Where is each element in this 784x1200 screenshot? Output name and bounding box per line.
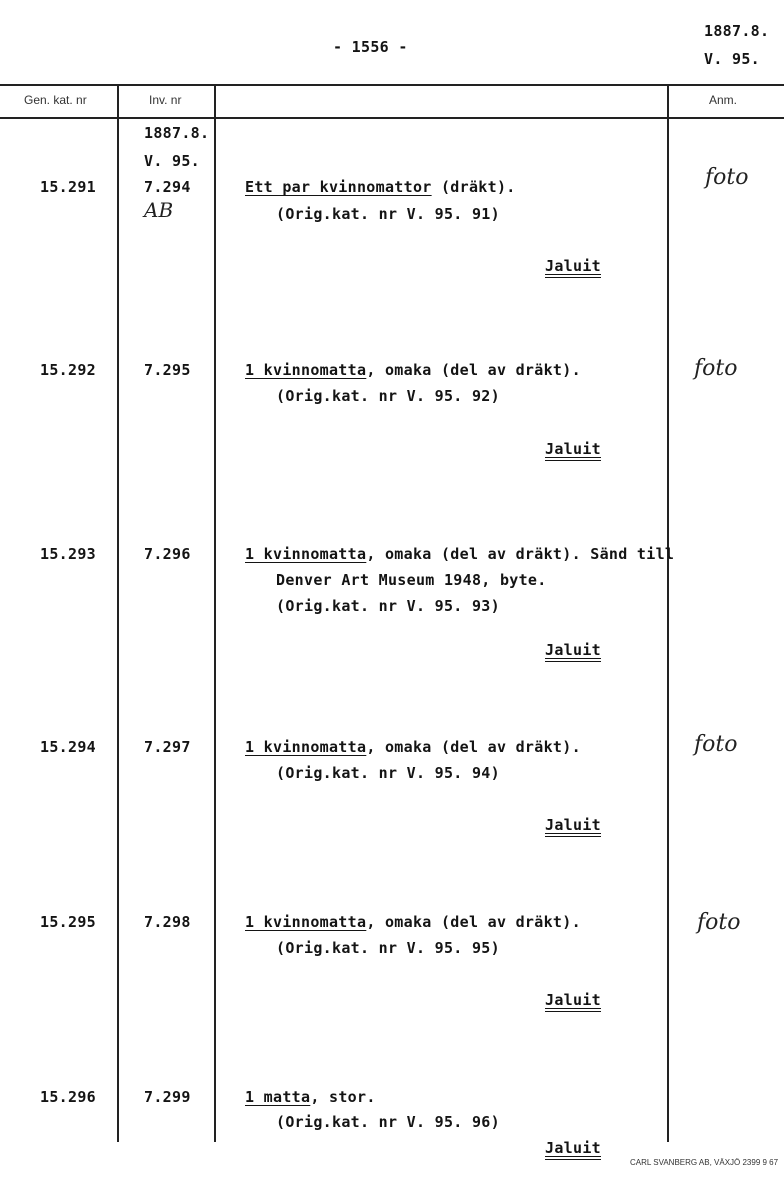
anm-handwritten-note: foto — [694, 732, 738, 757]
gen-kat-number: 15.296 — [40, 1088, 96, 1106]
entry-extra-note: Denver Art Museum 1948, byte. — [276, 571, 547, 589]
printer-mark: CARL SVANBERG AB, VÄXJÖ 2399 9 67 — [630, 1158, 779, 1167]
gen-kat-number: 15.291 — [40, 178, 96, 196]
gen-kat-number: 15.295 — [40, 913, 96, 931]
object-description: , omaka (del av dräkt). — [366, 913, 581, 931]
inv-number: 7.297 — [144, 738, 191, 756]
column-header-anm: Anm. — [709, 93, 738, 107]
column-header-inv: Inv. nr — [149, 93, 182, 107]
object-name: 1 kvinnomatta — [245, 913, 367, 931]
inv-number: 7.294 — [144, 178, 191, 196]
column-divider-anm — [667, 84, 669, 1142]
object-description: (dräkt). — [431, 178, 516, 196]
inv-number: 7.296 — [144, 545, 191, 563]
inv-ref-volume: V. 95. — [144, 152, 200, 170]
object-name: 1 matta — [245, 1088, 311, 1106]
object-description: , omaka (del av dräkt). — [366, 361, 581, 379]
column-header-gen-kat: Gen. kat. nr — [24, 93, 87, 107]
object-description: , omaka (del av dräkt). — [366, 738, 581, 756]
entry-description — [245, 361, 581, 379]
ref-volume: V. 95. — [704, 50, 760, 68]
object-description: , omaka (del av dräkt). Sänd till — [366, 545, 675, 563]
column-divider-gen — [117, 84, 119, 1142]
entry-description — [245, 545, 674, 563]
anm-handwritten-note: foto — [694, 356, 738, 381]
object-description: , stor. — [310, 1088, 376, 1106]
entry-description — [245, 738, 581, 756]
orig-catalog-ref: (Orig.kat. nr V. 95. 96) — [276, 1113, 500, 1131]
orig-catalog-ref: (Orig.kat. nr V. 95. 91) — [276, 205, 500, 223]
object-name: 1 kvinnomatta — [245, 738, 367, 756]
entry-description — [245, 913, 581, 931]
column-divider-inv — [214, 84, 216, 1142]
entry-description — [245, 1088, 376, 1106]
place-label: Jaluit — [545, 641, 601, 659]
inv-ref-year: 1887.8. — [144, 124, 210, 142]
handwritten-inv-note: AB — [144, 198, 174, 222]
orig-catalog-ref: (Orig.kat. nr V. 95. 93) — [276, 597, 500, 615]
place-label: Jaluit — [545, 1139, 601, 1157]
ref-year: 1887.8. — [704, 22, 770, 40]
orig-catalog-ref: (Orig.kat. nr V. 95. 92) — [276, 387, 500, 405]
place-label: Jaluit — [545, 257, 601, 275]
orig-catalog-ref: (Orig.kat. nr V. 95. 94) — [276, 764, 500, 782]
gen-kat-number: 15.293 — [40, 545, 96, 563]
anm-handwritten-note: foto — [697, 910, 741, 935]
inv-number: 7.295 — [144, 361, 191, 379]
gen-kat-number: 15.292 — [40, 361, 96, 379]
anm-handwritten-note: foto — [705, 165, 749, 190]
inv-number: 7.298 — [144, 913, 191, 931]
entry-description — [245, 178, 516, 196]
object-name: 1 kvinnomatta — [245, 361, 367, 379]
place-label: Jaluit — [545, 440, 601, 458]
place-label: Jaluit — [545, 991, 601, 1009]
gen-kat-number: 15.294 — [40, 738, 96, 756]
inv-number: 7.299 — [144, 1088, 191, 1106]
orig-catalog-ref: (Orig.kat. nr V. 95. 95) — [276, 939, 500, 957]
object-name: Ett par kvinnomattor — [245, 178, 432, 196]
object-name: 1 kvinnomatta — [245, 545, 367, 563]
place-label: Jaluit — [545, 816, 601, 834]
page-number: - 1556 - — [333, 38, 408, 56]
